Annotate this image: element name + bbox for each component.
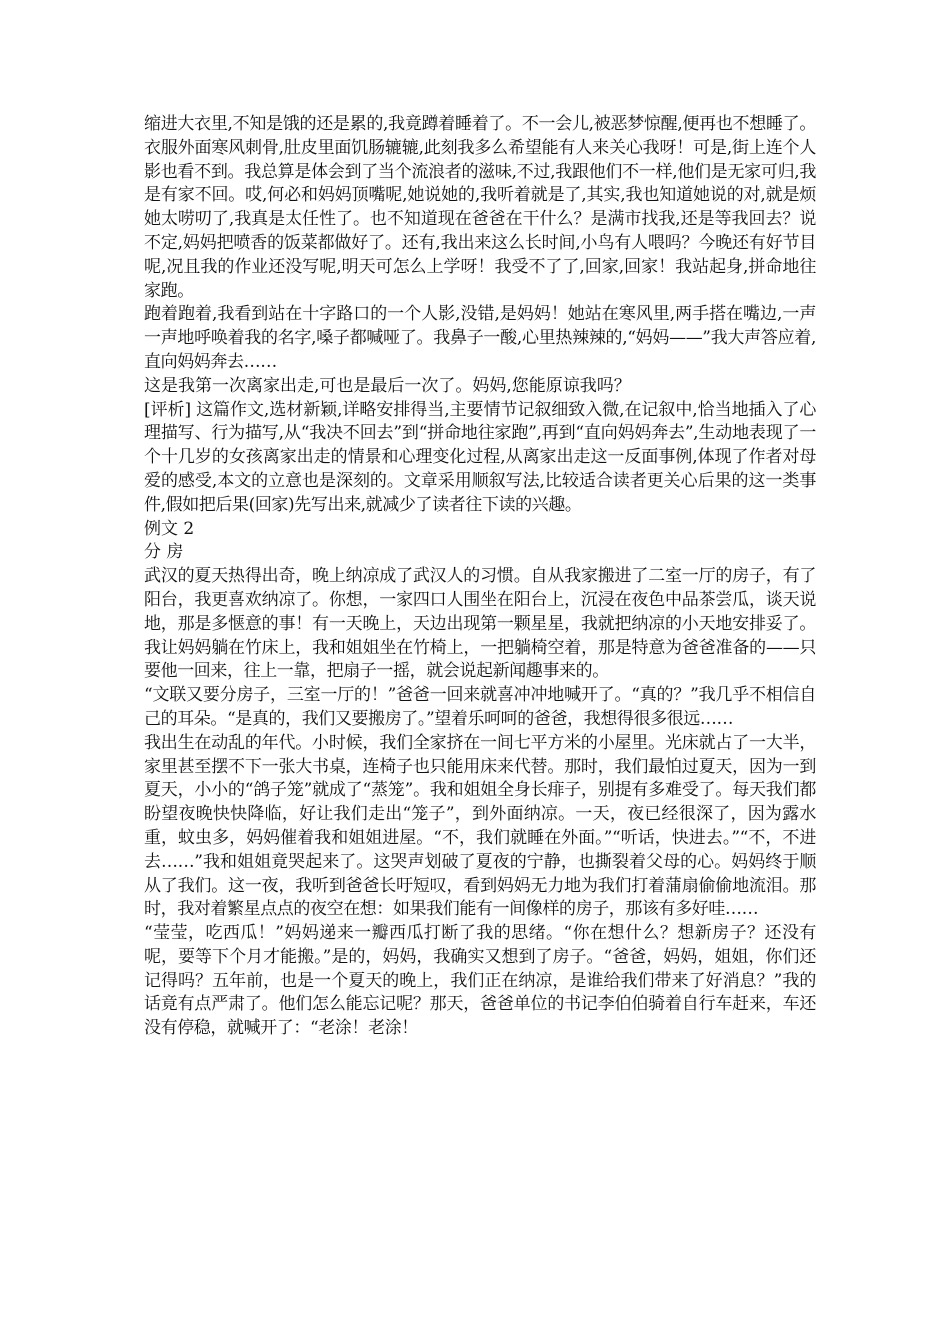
paragraph-childhood-memory: 我出生在动乱的年代。小时候，我们全家挤在一间七平方米的小屋里。光床就占了一大半，家里甚至摆不下一张大书桌，连椅子也只能用床来代替。那时，我们最怕过夏天，因为一到夏天，小小的“鸽子笼”就成了“蒸笼”。我和姐姐全身长痱子，别提有多难受了。每天我们都盼望夜晚快快降临，好让我们走出“笼子”，到外面纳凉。一天，夜已经很深了，因为露水重，蚊虫多，妈妈催着我和姐姐进屋。“不，我们就睡在外面。”“听话，快进去。”“不，不进去……”我和姐姐竟哭起来了。这哭声划破了夏夜的宁静，也撕裂着父母的心。妈妈终于顺从了我们。这一夜，我听到爸爸长吁短叹，看到妈妈无力地为我们打着蒲扇偷偷地流泪。那时，我对着繁星点点的夜空在想：如果我们能有一间像样的房子，那该有多好哇…… [144, 732, 816, 920]
paragraph-summer-cooling: 武汉的夏天热得出奇，晚上纳凉成了武汉人的习惯。自从我家搬进了二室一厅的房子，有了阳台，我更喜欢纳凉了。你想，一家四口人围坐在阳台上，沉浸在夜色中品茶尝瓜，谈天说地，那是多惬意的事！有一天晚上，天边出现第一颗星星，我就把纳凉的小天地安排妥了。我让妈妈躺在竹床上，我和姐姐坐在竹椅上，一把躺椅空着，那是特意为爸爸准备的——只要他一回来，往上一靠，把扇子一摇，就会说起新闻趣事来的。 [144, 566, 816, 682]
paragraph-housing-news: “文联又要分房子，三室一厅的！”爸爸一回来就喜冲冲地喊开了。“真的？”我几乎不相信自己的耳朵。“是真的，我们又要搬房了。”望着乐呵呵的爸爸，我想得很多很远…… [144, 685, 816, 729]
paragraph-apology: 这是我第一次离家出走,可也是最后一次了。妈妈,您能原谅我吗？ [144, 375, 631, 396]
paragraph-watermelon: “莹莹，吃西瓜！”妈妈递来一瓣西瓜打断了我的思绪。“你在想什么？想新房子？还没有呢，要等下个月才能搬。”是的，妈妈，我确实又想到了房子。“爸爸，妈妈，姐姐，你们还记得吗？五年前，也是一个夏天的晚上，我们正在纳凉，是谁给我们带来了好消息？”我的话竟有点严肃了。他们怎么能忘记呢？那天，爸爸单位的书记李伯伯骑着自行车赶来，车还没有停稳，就喊开了：“老涂！老涂！ [144, 923, 816, 1039]
paragraph-mother-at-crossroad: 跑着跑着,我看到站在十字路口的一个人影,没错,是妈妈！她站在寒风里,两手搭在嘴边,一声一声地呼唤着我的名字,嗓子都喊哑了。我鼻子一酸,心里热辣辣的,“妈妈——”我大声答应着,直向妈妈奔去…… [144, 304, 816, 372]
paragraph-runaway-reflection: 缩进大衣里,不知是饿的还是累的,我竟蹲着睡着了。不一会儿,被恶梦惊醒,便再也不想睡了。衣服外面寒风刺骨,肚皮里面饥肠辘辘,此刻我多么希望能有人来关心我呀！可是,街上连个人影也看不到。我总算是体会到了当个流浪者的滋味,不过,我跟他们不一样,他们是无家可归,我是有家不回。哎,何必和妈妈顶嘴呢,她说她的,我听着就是了,其实,我也知道她说的对,就是烦她太唠叨了,我真是太任性了。也不知道现在爸爸在干什么？是满市找我,还是等我回去？说不定,妈妈把喷香的饭菜都做好了。还有,我出来这么长时间,小鸟有人喂吗？今晚还有好节目呢,况且我的作业还没写呢,明天可怎么上学呀！我受不了了,回家,回家！我站起身,拼命地往家跑。 [144, 114, 816, 301]
example-heading: 例文 2 [144, 518, 195, 539]
essay-title: 分 房 [144, 542, 184, 563]
document-page [144, 113, 816, 1041]
paragraph-commentary: [评析] 这篇作文,选材新颖,详略安排得当,主要情节记叙细致入微,在记叙中,恰当地插入了心理描写、行为描写,从“我决不回去”到“拼命地往家跑”,再到“直向妈妈奔去”,生动地表现了一个十几岁的女孩离家出走的情景和心理变化过程,从离家出走这一反面事例,体现了作者对母爱的感受,本文的立意也是深刻的。文章采用顺叙写法,比较适合读者更关心后果的这一类事件,假如把后果(回家)先写出来,就减少了读者往下读的兴趣。 [144, 399, 816, 515]
